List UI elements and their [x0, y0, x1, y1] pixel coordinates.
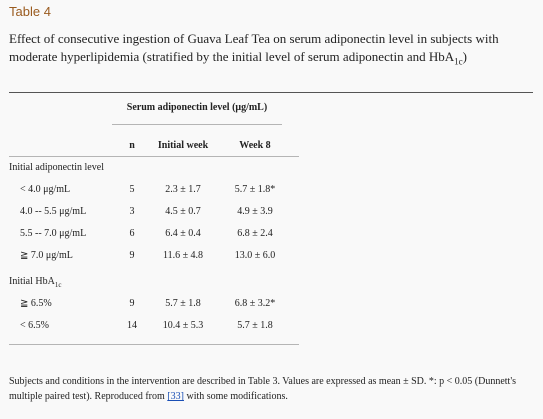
row-initial-week: 5.7 ± 1.8: [165, 298, 201, 309]
row-label: ≧ 7.0 μg/mL: [20, 250, 73, 261]
header-bottom-rule: [9, 156, 299, 157]
row-week8: 5.7 ± 1.8: [237, 320, 273, 331]
header-week8: Week 8: [239, 140, 271, 151]
row-label: < 6.5%: [20, 320, 49, 331]
row-label: < 4.0 μg/mL: [20, 184, 71, 195]
footnote-end: with some modifications.: [183, 391, 288, 402]
footnote-text: Subjects and conditions in the intervention are described in Table 3. Values are expressed as mean ± SD. *: p < 0.05 (Dunnett's multiple paired test). Reproduced from: [9, 376, 517, 402]
row-n: 5: [129, 184, 135, 195]
row-label: 4.0 -- 5.5 μg/mL: [20, 206, 87, 217]
header-n: n: [129, 140, 135, 151]
section-title-subscript: 1c: [54, 281, 62, 289]
reference-link[interactable]: [33]: [167, 391, 184, 402]
row-label: 5.5 -- 7.0 μg/mL: [20, 228, 87, 239]
section-title: Initial adiponectin level: [9, 162, 104, 173]
header-initial-week: Initial week: [157, 140, 209, 151]
caption-text: Effect of consecutive ingestion of Guava Leaf Tea on serum adiponectin level in subjects with moderate hyperlipidemia (stratified by the initial level of serum adiponectin and HbA: [9, 31, 499, 64]
row-n: 14: [127, 320, 137, 331]
caption-subscript: 1c: [454, 56, 463, 67]
row-n: 9: [129, 298, 135, 309]
header-group-label: Serum adiponectin level (μg/mL): [126, 102, 268, 113]
table-top-rule: [9, 92, 533, 93]
row-week8: 6.8 ± 3.2*: [234, 298, 276, 309]
row-initial-week: 11.6 ± 4.8: [162, 250, 204, 261]
table-caption: [9, 30, 529, 71]
row-label: ≧ 6.5%: [20, 298, 52, 309]
table-label: Table 4: [9, 4, 51, 19]
row-n: 9: [129, 250, 135, 261]
row-week8: 6.8 ± 2.4: [237, 228, 273, 239]
section-title: Initial HbA$_{1c}$: [9, 276, 62, 289]
row-n: 6: [129, 228, 135, 239]
row-initial-week: 10.4 ± 5.3: [162, 320, 204, 331]
header-group-rule: [112, 124, 282, 125]
row-week8: 5.7 ± 1.8*: [234, 184, 276, 195]
row-n: 3: [129, 206, 135, 217]
row-initial-week: 2.3 ± 1.7: [165, 184, 201, 195]
table-bottom-rule: [9, 344, 299, 345]
row-week8: 13.0 ± 6.0: [234, 250, 276, 261]
caption-end: ): [462, 49, 467, 64]
row-week8: 4.9 ± 3.9: [237, 206, 273, 217]
row-initial-week: 4.5 ± 0.7: [165, 206, 201, 217]
table-footnote: [9, 374, 537, 404]
row-initial-week: 6.4 ± 0.4: [165, 228, 201, 239]
